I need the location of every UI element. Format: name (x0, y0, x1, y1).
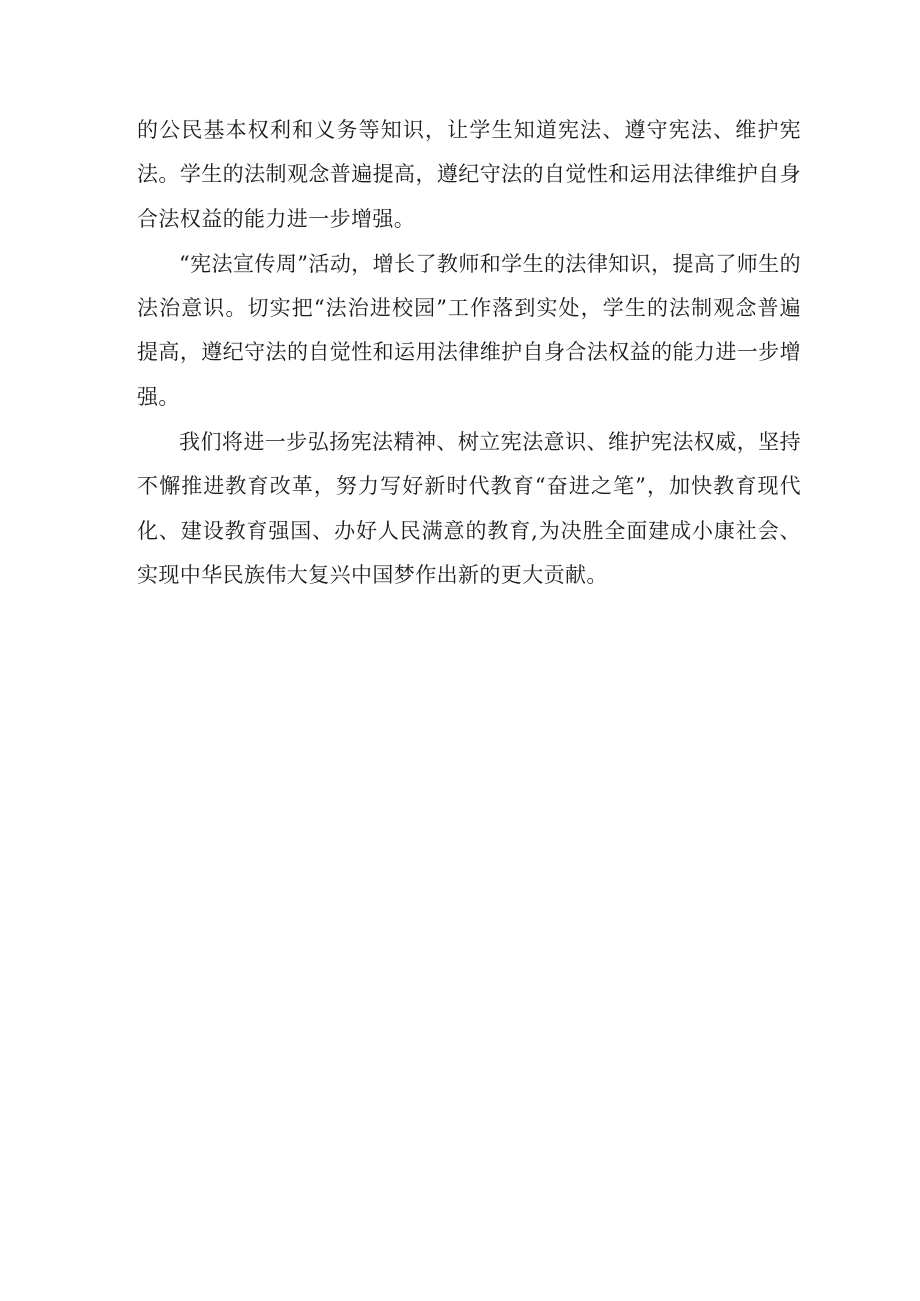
paragraph-1: 的公民基本权利和义务等知识，让学生知道宪法、遵守宪法、维护宪法。学生的法制观念普遍提高，遵纪守法的自觉性和运用法律维护自身合法权益的能力进一步增强。 (137, 118, 801, 231)
paragraph-3: 我们将进一步弘扬宪法精神、树立宪法意识、维护宪法权威，坚持不懈推进教育改革，努力写好新时代教育“奋进之笔”，加快教育现代化、建设教育强国、办好人民满意的教育,为决胜全面建成小康社会、实现中华民族伟大复兴中国梦作出新的更大贡献。 (137, 430, 801, 587)
document-body (137, 108, 801, 598)
paragraph-2: “宪法宣传周”活动，增长了教师和学生的法律知识，提高了师生的法治意识。切实把“法治进校园”工作落到实处，学生的法制观念普遍提高，遵纪守法的自觉性和运用法律维护自身合法权益的能力进一步增强。 (137, 251, 801, 409)
